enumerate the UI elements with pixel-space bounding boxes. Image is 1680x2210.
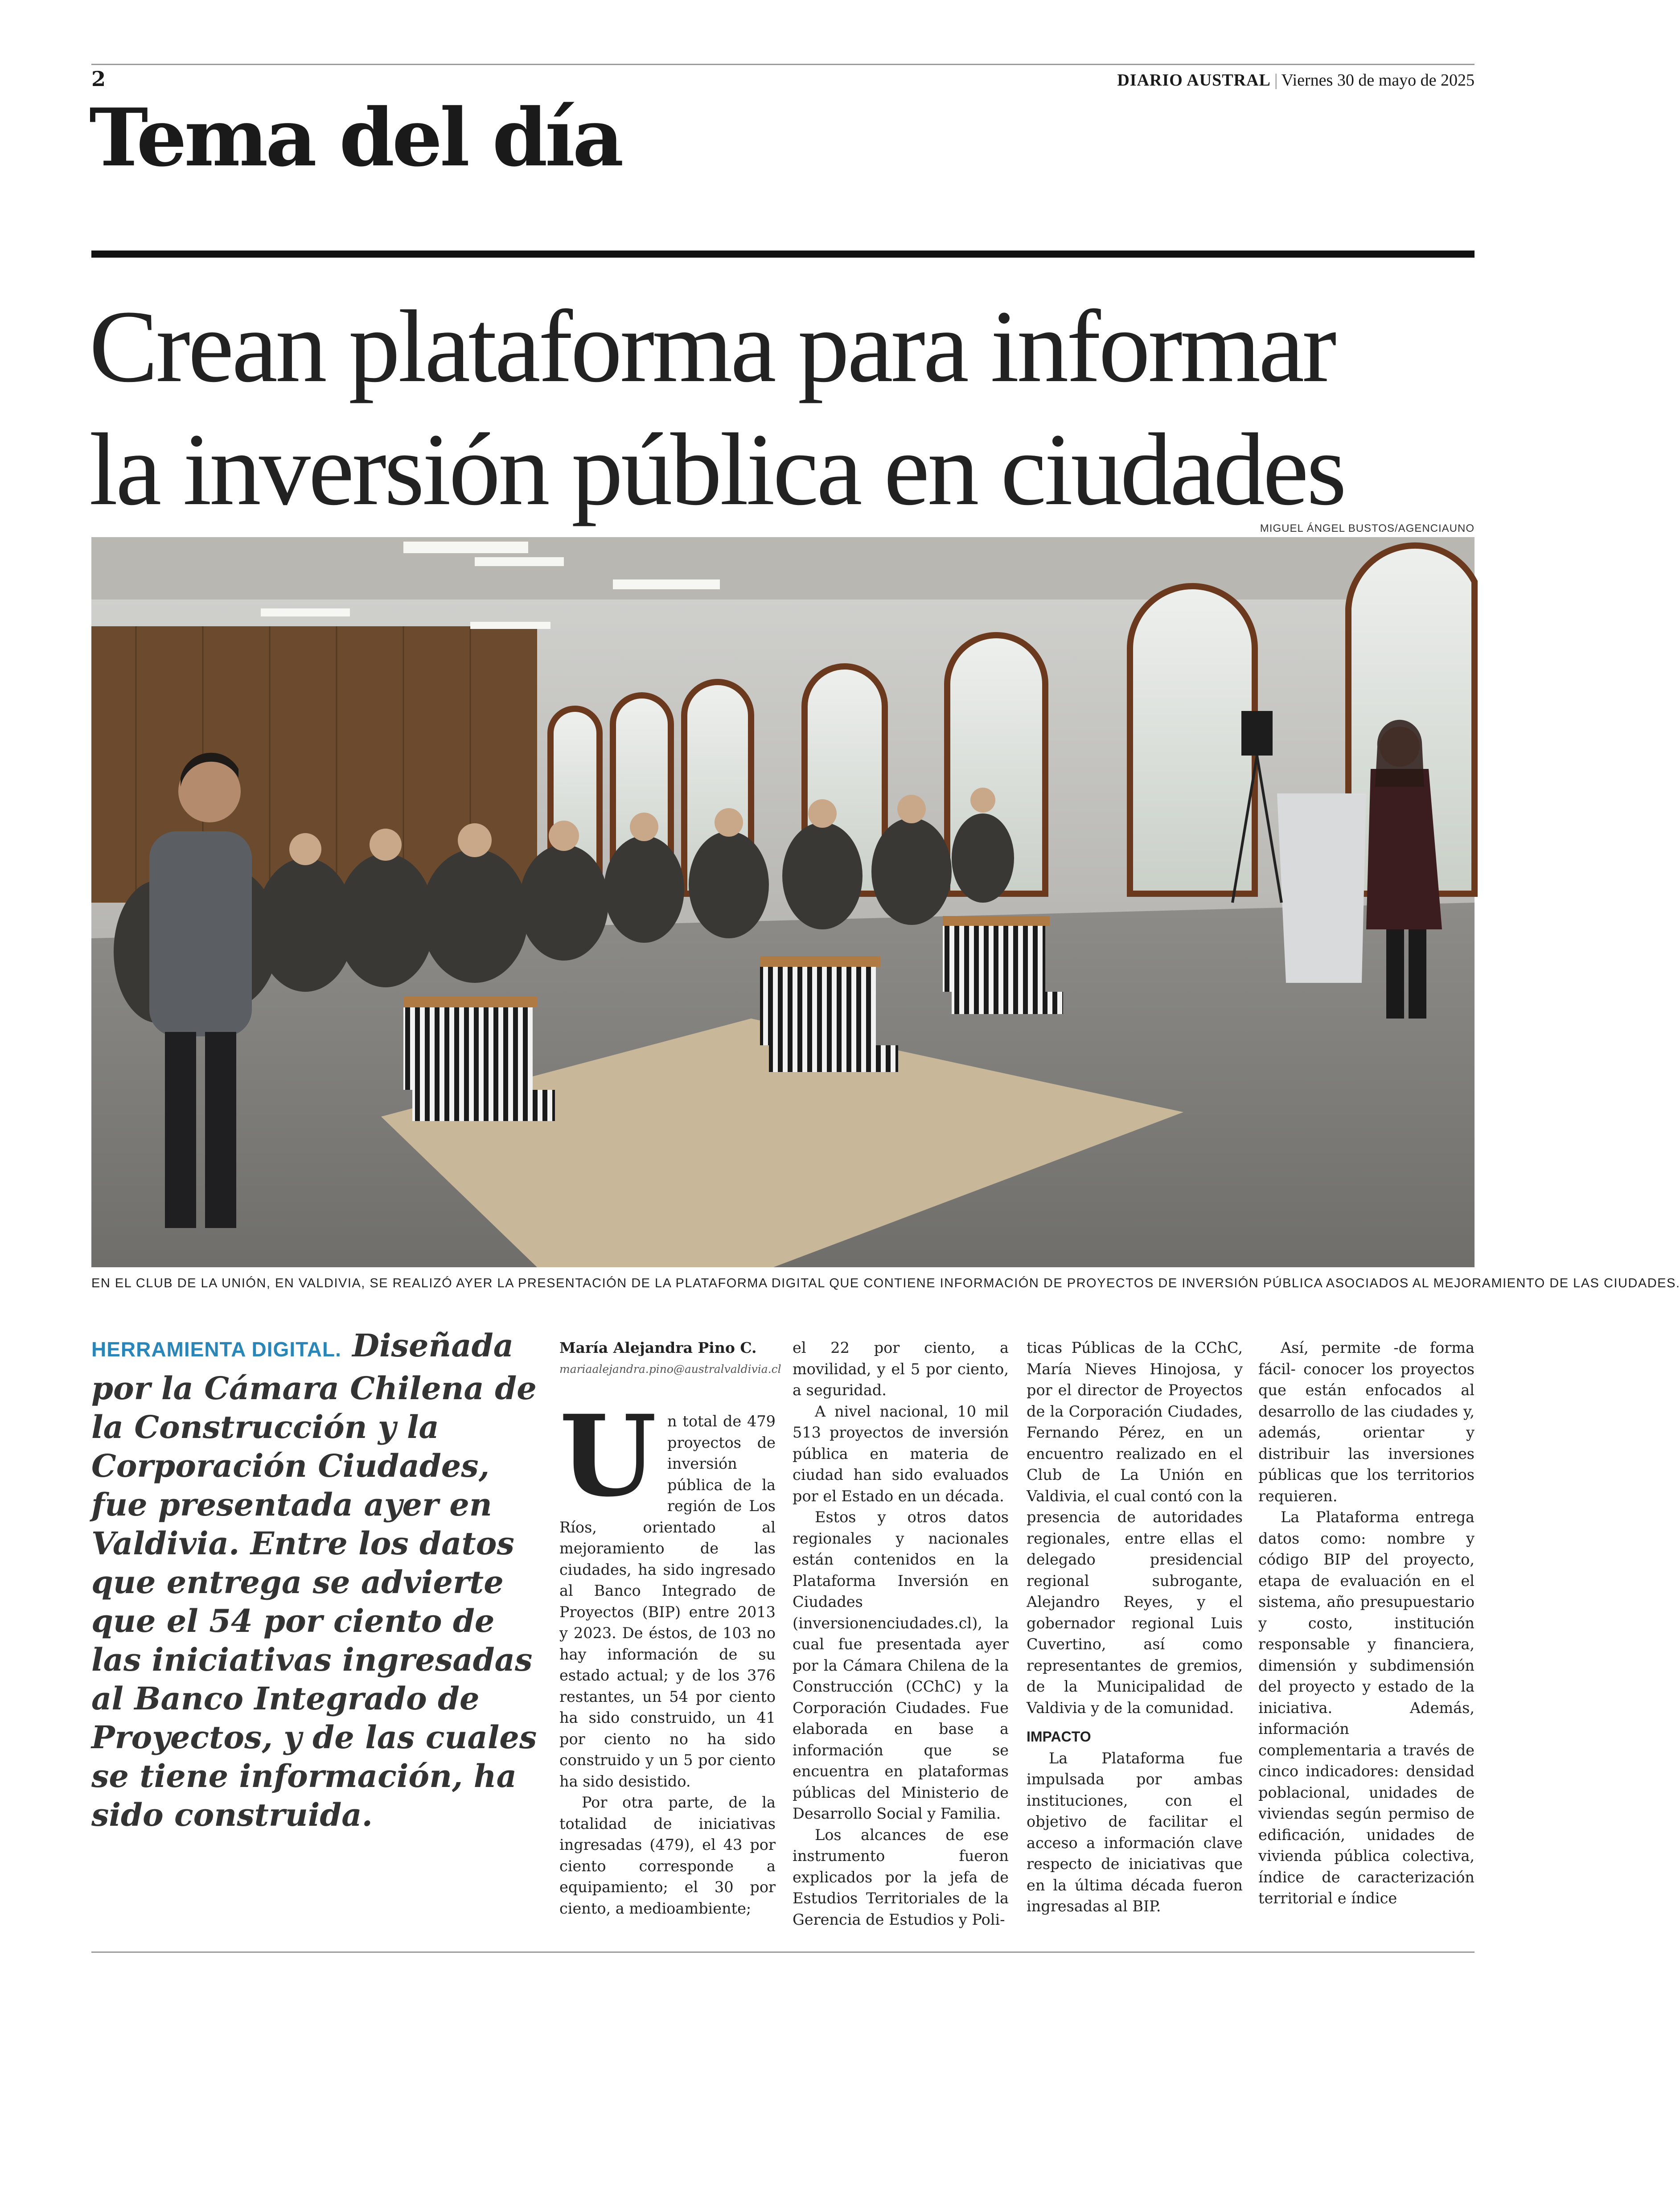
column-1-paragraph-1: Un total de 479 proyectos de inversión pública de la región de Los Ríos, orientado al mejoramiento de las ciudades, ha sido ingresado al Banco Integrado de Proyectos (BIP) entre 2013 y 2023. De éstos, de 103 no hay información de su estado actual; y de los 376 restantes, un 54 por ciento ha sido construido, un 41 por ciento no ha sido construido y un 5 por ciento ha sido desistido. — [559, 1390, 776, 1790]
footer-rule — [91, 1951, 1475, 1953]
article-column-4 — [1258, 1337, 1475, 1909]
section-title: Tema del día — [89, 91, 621, 184]
column-2-paragraph-2: A nivel nacional, 10 mil 513 proyectos de inversión pública en materia de ciudad han sido evaluados por el Estado en un década. — [793, 1402, 1009, 1505]
column-3-paragraph-2: La Plataforma fue impulsada por ambas instituciones, con el objetivo de facilitar el acceso a información clave respecto de iniciativas que en la última década fueron ingresadas al BIP. — [1027, 1749, 1243, 1915]
article-headline — [89, 285, 1475, 531]
lead-summary — [91, 1326, 544, 1834]
publication-name: DIARIO AUSTRAL — [1117, 71, 1271, 90]
article-column-1 — [559, 1337, 781, 1919]
publication-date: Viernes 30 de mayo de 2025 — [1281, 71, 1475, 90]
header-top-rule — [91, 64, 1475, 65]
column-2-paragraph-4: Los alcances de ese instrumento fueron explicados por la jefa de Estudios Territoriales de la Gerencia de Estudios y Poli- — [793, 1826, 1009, 1928]
author-byline: María Alejandra Pino C. — [559, 1339, 757, 1356]
conference-room-illustration — [91, 537, 1475, 1267]
drop-cap: U — [559, 1390, 657, 1521]
author-email: mariaalejandra.pino@australvaldivia.cl — [559, 1362, 781, 1376]
column-2-paragraph-3: Estos y otros datos regionales y nacionales están contenidos en la Plataforma Inversión en Ciudades (inversionenciudades.cl), la cual fue presentada ayer por la Cámara Chilena de la Construcción (CChC) y la Corporación Ciudades. Fue elaborada en base a información que se encuentra en plataformas públicas del Ministerio de Desarrollo Social y Familia. — [793, 1508, 1009, 1822]
headline-line-2: la inversión pública en ciudades — [89, 412, 1345, 527]
column-2-paragraph-1: el 22 por ciento, a movilidad, y el 5 por ciento, a seguridad. — [793, 1339, 1009, 1399]
column-3-paragraph-1: ticas Públicas de la CChC, María Nieves Hinojosa, y por el director de Proyectos de la Corporación Ciudades, Fernando Pérez, en un encuentro realizado en el Club de La Unión en Valdivia, el cual contó con la presencia de autoridades regionales, entre ellas el delegado presidencial regional subrogante, Alejandro Reyes, y el gobernador regional Luis Cuvertino, así como representantes de gremios, de la Municipalidad de Valdivia y de la comunidad. — [1027, 1339, 1243, 1717]
header-separator: | — [1274, 71, 1278, 90]
header-publication-info — [1117, 70, 1475, 90]
section-rule — [91, 251, 1475, 258]
article-column-2 — [793, 1337, 1009, 1930]
article-column-3 — [1027, 1337, 1243, 1917]
column-4-paragraph-2: La Plataforma entrega datos como: nombre y código BIP del proyecto, etapa de evaluación en el sistema, año presupuestario y costo, institución responsable y financiera, dimensión y subdimensión del proyecto y estado de la iniciativa. Además, información complementaria a través de cinco indicadores: densidad poblacional, unidades de viviendas según permiso de edificación, unidades de vivienda pública colectiva, índice de caracterización territorial e índice — [1258, 1508, 1475, 1907]
lead-kicker: HERRAMIENTA DIGITAL. — [91, 1338, 341, 1361]
headline-line-1: Crean plataforma para informar — [89, 289, 1335, 404]
page-number: 2 — [91, 67, 106, 91]
column-4-paragraph-1: Así, permite -de forma fácil- conocer los proyectos que están enfocados al desarrollo de las ciudades y, además, orientar y distribuir las inversiones públicas que los territorios requieren. — [1258, 1339, 1475, 1505]
article-photo — [91, 537, 1475, 1267]
photo-credit: MIGUEL ÁNGEL BUSTOS/AGENCIAUNO — [1260, 522, 1475, 534]
lead-text: Diseñada por la Cámara Chilena de la Construcción y la Corporación Ciudades, fue presentada ayer en Valdivia. Entre los datos que entrega se advierte que el 54 por ciento de las iniciativas ingresadas al Banco Integrado de Proyectos, y de las cuales se tiene información, ha sido construida. — [91, 1327, 537, 1833]
photo-caption: EN EL CLUB DE LA UNIÓN, EN VALDIVIA, SE REALIZÓ AYER LA PRESENTACIÓN DE LA PLATAFORMA DIGITAL QUE CONTIENE INFORMACIÓN DE PROYECTOS DE INVERSIÓN PÚBLICA ASOCIADOS AL MEJORAMIENTO DE LAS CIUDADES. — [91, 1276, 1680, 1290]
column-1-paragraph-2: Por otra parte, de la totalidad de iniciativas ingresadas (479), el 43 por ciento corresponde a equipamiento; el 30 por ciento, a medioambiente; — [559, 1794, 776, 1917]
column-3-subhead: IMPACTO — [1027, 1729, 1091, 1745]
